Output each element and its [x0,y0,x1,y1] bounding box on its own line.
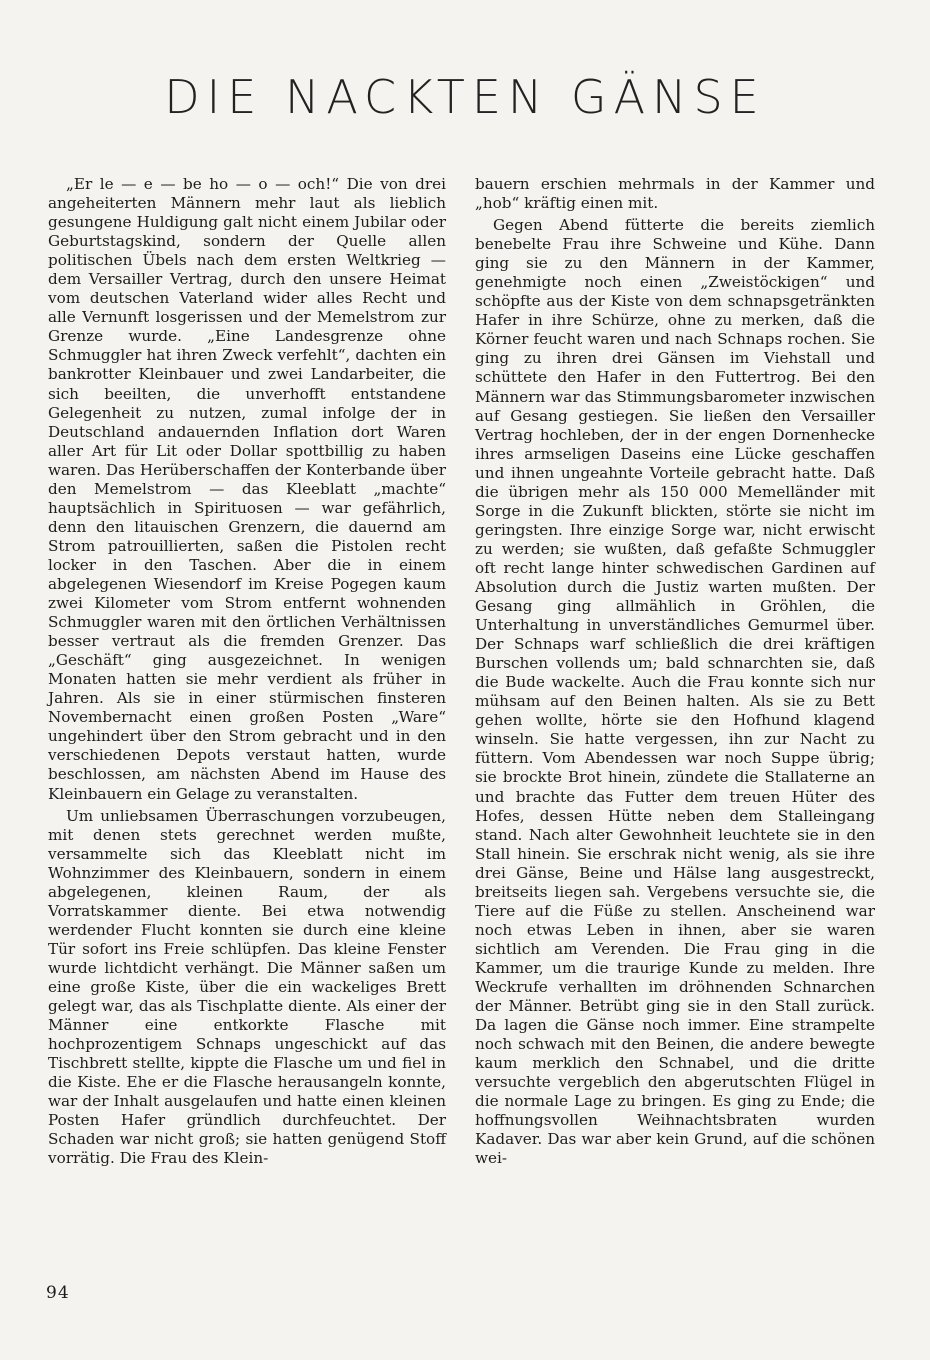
paragraph: Gegen Abend fütterte die bereits ziemlich benebelte Frau ihre Schweine und Kühe. Dann ging sie zu den Männern in der Kammer, genehmigte noch einen „Zweistöckigen“ und schöpfte aus der Kiste von dem schnapsgetränkten Hafer in ihre Schürze, ohne zu merken, daß die Körner feucht waren und nach Schnaps rochen. Sie ging zu ihren drei Gänsen im Viehstall und schüttete den Hafer in den Futtertrog. Bei den Männern war das Stimmungsbarometer inzwischen auf Gesang gestiegen. Sie ließen den Versailler Vertrag hochleben, der in der engen Dornenhecke ihres armseligen Daseins eine Lücke geschaffen und ihnen ungeahnte Vorteile gebracht hatte. Daß die übrigen mehr als 150 000 Memelländer mit Sorge in die Zukunft blickten, störte sie nicht im geringsten. Ihre einzige Sorge war, nicht erwischt zu werden; sie wußten, daß gefaßte Schmuggler oft recht lange hinter schwedischen Gardinen auf Absolution durch die Justiz warten mußten. Der Gesang ging allmählich in Gröhlen, die Unterhaltung in unverständliches Gemurmel über. Der Schnaps warf schließlich die drei kräftigen Burschen vollends um; bald schnarchten sie, daß die Bude wackelte. Auch die Frau konnte sich nur mühsam auf den Beinen halten. Als sie zu Bett gehen wollte, hörte sie den Hofhund klagend winseln. Sie hatte vergessen, ihn zur Nacht zu füttern. Vom Abendessen war noch Suppe übrig; sie brockte Brot hinein, zündete die Stallaterne an und brachte das Futter dem treuen Hüter des Hofes, dessen Hütte neben dem Stalleingang stand. Nach alter Gewohnheit leuchtete sie in den Stall hinein. Sie erschrak nicht wenig, als sie ihre drei Gänse, Beine und Hälse lang ausgestreckt, breitseits liegen sah. Vergebens versuchte sie, die Tiere auf die Füße zu stellen. Anscheinend war noch etwas Leben in ihnen, aber sie waren sichtlich am Verenden. Die Frau ging in die Kammer, um die traurige Kunde zu melden. Ihre Weckrufe verhallten im dröhnenden Schnarchen der Männer. Betrübt ging sie in den Stall zurück. Da lagen die Gänse noch immer. Eine strampelte noch schwach mit den Beinen, die andere bewegte kaum merklich den Schnabel, und die dritte versuchte vergeblich den abgerutschten Flügel in die normale Lage zu bringen. Es ging zu Ende; die hoffnungsvollen Weihnachtsbraten wurden Kadaver. Das war aber kein Grund, auf die schönen wei- [475,216,875,1168]
right-text-column [475,175,875,1168]
page-number: 94 [46,1283,70,1303]
article-title: DIE NACKTEN GÄNSE [164,70,766,124]
paragraph: „Er le — e — be ho — o — och!“ Die von drei angeheiterten Männern mehr laut als lieblich gesungene Huldigung galt nicht einem Jubilar oder Geburtstagskind, sondern der Quelle allen politischen Übels nach dem ersten Weltkrieg — dem Versailler Vertrag, durch den unsere Heimat vom deutschen Vaterland wider alles Recht und alle Vernunft losgerissen und der Memelstrom zur Grenze wurde. „Eine Landesgrenze ohne Schmuggler hat ihren Zweck verfehlt“, dachten ein bankrotter Kleinbauer und zwei Landarbeiter, die sich beeilten, die unverhofft entstandene Gelegenheit zu nutzen, zumal infolge der in Deutschland andauernden Inflation dort Waren aller Art für Lit oder Dollar spottbillig zu haben waren. Das Herüberschaffen der Konterbande über den Memelstrom — das Kleeblatt „machte“ hauptsächlich in Spirituosen — war gefährlich, denn den litauischen Grenzern, die dauernd am Strom patrouillierten, saßen die Pistolen recht locker in den Taschen. Aber die in einem abgelegenen Wiesendorf im Kreise Pogegen kaum zwei Kilometer vom Strom entfernt wohnenden Schmuggler waren mit den örtlichen Verhältnissen besser vertraut als die fremden Grenzer. Das „Geschäft“ ging ausgezeichnet. In wenigen Monaten hatten sie mehr verdient als früher in Jahren. Als sie in einer stürmischen finsteren Novembernacht einen großen Posten „Ware“ ungehindert über den Strom gebracht und in den verschiedenen Depots verstaut hatten, wurde beschlossen, am nächsten Abend im Hause des Kleinbauern ein Gelage zu veranstalten. [48,175,446,803]
left-text-column [48,175,446,1168]
paragraph-continuation: bauern erschien mehrmals in der Kammer und „hob“ kräftig einen mit. [475,175,875,213]
paragraph: Um unliebsamen Überraschungen vorzubeugen, mit denen stets gerechnet werden mußte, versammelte sich das Kleeblatt nicht im Wohnzimmer des Kleinbauern, sondern in einem abgelegenen, kleinen Raum, der als Vorratskammer diente. Bei etwa notwendig werdender Flucht konnten sie durch eine kleine Tür sofort ins Freie schlüpfen. Das kleine Fenster wurde lichtdicht verhängt. Die Männer saßen um eine große Kiste, über die ein wackeliges Brett gelegt war, das als Tischplatte diente. Als einer der Männer eine entkorkte Flasche mit hochprozentigem Schnaps ungeschickt auf das Tischbrett stellte, kippte die Flasche um und fiel in die Kiste. Ehe er die Flasche herausangeln konnte, war der Inhalt ausgelaufen und hatte einen kleinen Posten Hafer gründlich durchfeuchtet. Der Schaden war nicht groß; sie hatten genügend Stoff vorrätig. Die Frau des Klein- [48,806,446,1168]
